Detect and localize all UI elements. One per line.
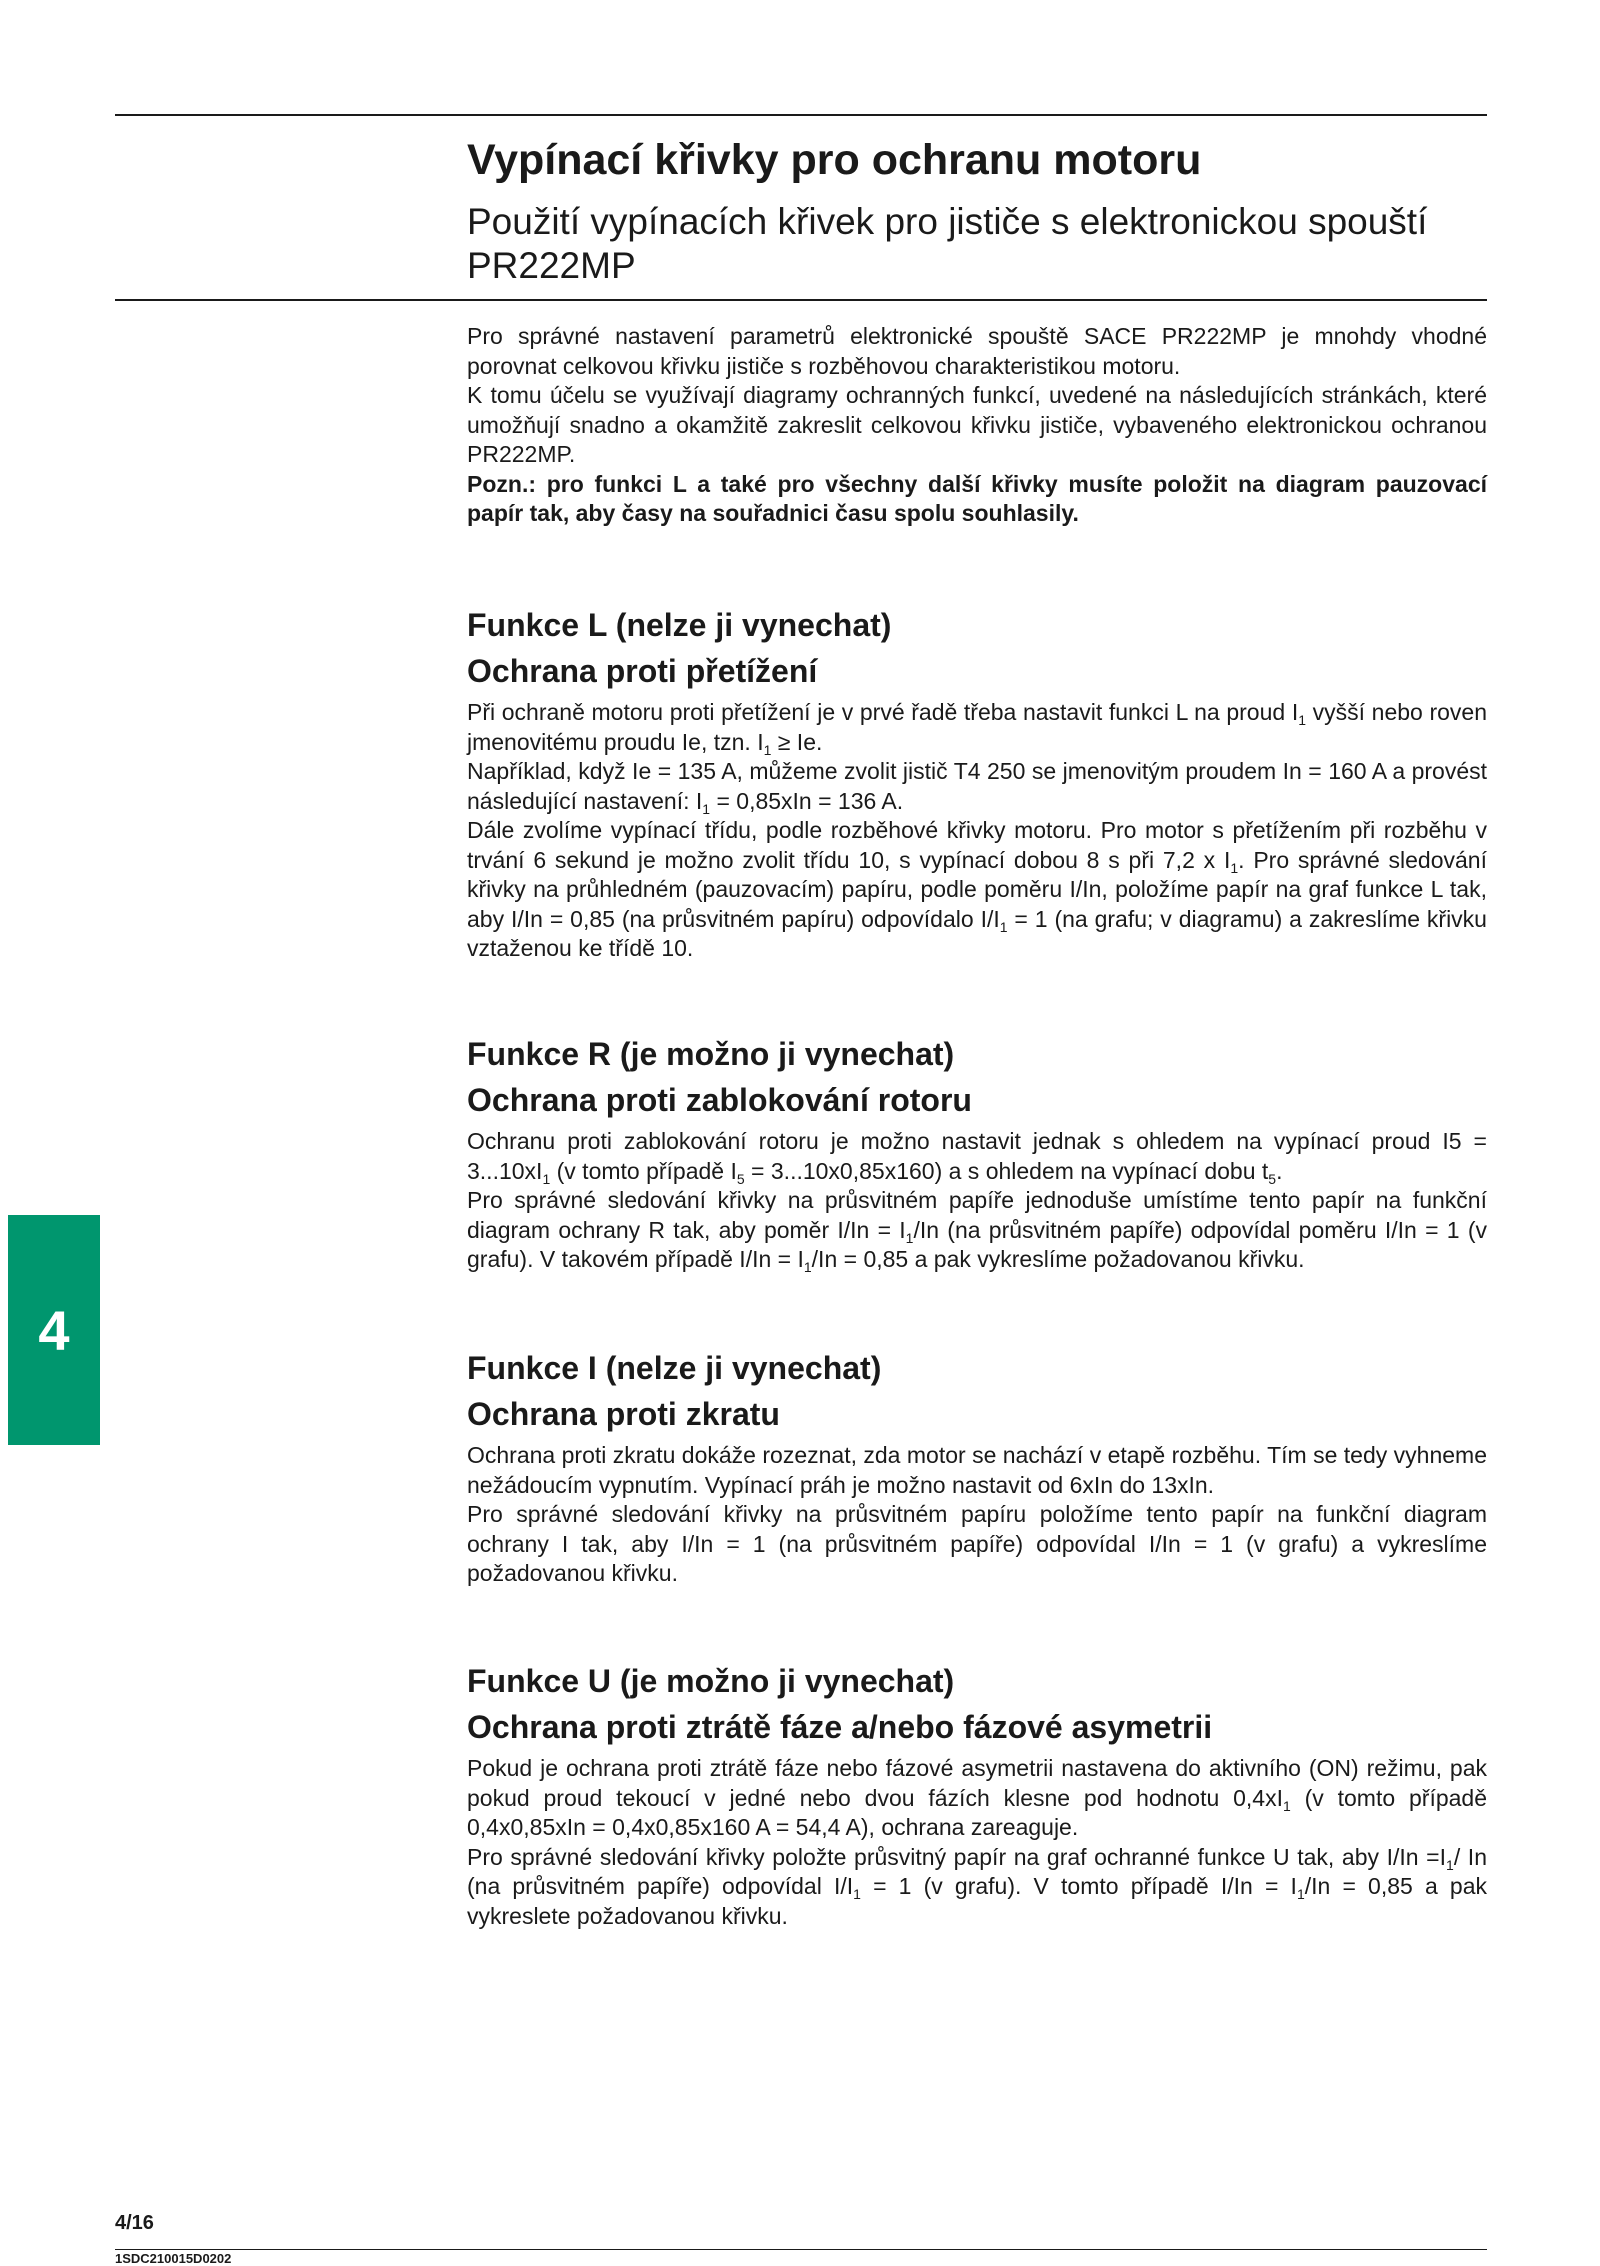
- section-u-subheading: Ochrana proti ztrátě fáze a/nebo fázové asymetrii: [467, 1709, 1213, 1745]
- section-r-subheading: Ochrana proti zablokování rotoru: [467, 1082, 972, 1118]
- page-title: Vypínací křivky pro ochranu motoru: [467, 136, 1202, 184]
- section-r-paragraph-2: Pro správné sledování křivky na průsvitném papíře jednoduše umístíme tento papír na funkční diagram ochrany R tak, aby poměr $I/In = I_1/In$ (na průsvitném papíře) odpovídal poměru I/In = 1 (v grafu). V takovém případě $I/In = I_1/In = 0,85$ a pak vykreslíme požadovanou křivku.: [467, 1187, 1487, 1275]
- document-code: 1SDC210015D0202: [115, 2251, 232, 2266]
- section-u-paragraph-2: Pro správné sledování křivky položte průsvitný papír na graf ochranné funkce U tak, aby $I/In =I_1/$ In (na průsvitném papíře) odpovídal $I/I_1 = 1$ (v grafu). V tomto případě $I/In = I_1/In = 0,85$ a pak vykreslete požadovanou křivku.: [467, 1843, 1487, 1929]
- section-i-paragraph-2: Pro správné sledování křivky na průsvitném papíru položíme tento papír na funkční diagram ochrany I tak, aby I/In = 1 (na průsvitném papíře) odpovídal I/In = 1 (v grafu) a vykreslíme požadovanou křivku.: [467, 1501, 1487, 1586]
- section-i-subheading: Ochrana proti zkratu: [467, 1396, 780, 1432]
- section-i-heading: Funkce I (nelze ji vynechat): [467, 1350, 882, 1386]
- section-l-paragraph-2: Například, když Ie = 135 A, můžeme zvolit jistič T4 250 se jmenovitým proudem In = 160 A a provést následující nastavení: $I_1 = 0,85xIn = 136$ A.: [467, 758, 1487, 817]
- header-top-rule: [115, 114, 1487, 116]
- section-r-paragraph-1: Ochranu proti zablokování rotoru je možno nastavit jednak s ohledem na vypínací proud $I5 = 3...10xI_1$ (v tomto případě $I_5 = 3...10x0,85x160$) a s ohledem na vypínací dobu $t_5$.: [467, 1128, 1487, 1187]
- section-u-paragraph-1: Pokud je ochrana proti ztrátě fáze nebo fázové asymetrii nastavena do aktivního (ON) režimu, pak pokud proud tekoucí v jedné nebo dvou fázích klesne pod hodnotu $0,4xI_1$ (v tomto případě 0,4x0,85xIn = 0,4x0,85x160 A = 54,4 A), ochrana zareaguje.: [467, 1755, 1488, 1840]
- section-l-subheading: Ochrana proti přetížení: [467, 653, 818, 689]
- page-subtitle: Použití vypínacích křivek pro jističe s elektronickou spouští PR222MP: [467, 201, 1428, 286]
- header-bottom-rule: [115, 299, 1487, 301]
- section-r-heading: Funkce R (je možno ji vynechat): [467, 1036, 955, 1072]
- footer-rule: [115, 2249, 1487, 2250]
- intro-note: Pozn.: pro funkci L a také pro všechny další křivky musíte položit na diagram pauzovací papír tak, aby časy na souřadnici času spolu souhlasily.: [467, 470, 1487, 526]
- section-l-paragraph-1: Při ochraně motoru proti přetížení je v prvé řadě třeba nastavit funkci L na proud $I_1$ vyšší nebo roven jmenovitému proudu Ie, tzn. $I_1 \ge Ie$.: [467, 699, 1487, 758]
- section-l-paragraph-3: Dále zvolíme vypínací třídu, podle rozběhové křivky motoru. Pro motor s přetížením při rozběhu v trvání 6 sekund je možno zvolit třídu 10, s vypínací dobou 8 s při 7,2 x $I_1$. Pro správné sledování křivky na průhledném (pauzovacím) papíru, podle poměru I/In, položíme papír na graf funkce L tak, aby I/In = 0,85 (na průsvitném papíru) odpovídalo $I/I_1 = 1$ (na grafu; v diagramu) a zakreslíme křivku vztaženou ke třídě 10.: [467, 817, 1487, 961]
- chapter-tab: [8, 1215, 100, 1445]
- page-number: 4/16: [115, 2212, 154, 2234]
- section-l-heading: Funkce L (nelze ji vynechat): [467, 607, 892, 643]
- section-function-r: [467, 1035, 1487, 1275]
- intro-block: [467, 322, 1487, 529]
- section-function-l: [467, 606, 1487, 964]
- section-i-paragraph-1: Ochrana proti zkratu dokáže rozeznat, zda motor se nachází v etapě rozběhu. Tím se tedy vyhneme nežádoucím vypnutím. Vypínací práh je možno nastavit od 6xIn do 13xIn.: [467, 1442, 1487, 1498]
- section-function-u: [467, 1662, 1487, 1931]
- intro-paragraph-1: Pro správné nastavení parametrů elektronické spouště SACE PR222MP je mnohdy vhodné porovnat celkovou křivku jističe s rozběhovou charakteristikou motoru.: [467, 323, 1487, 379]
- chapter-number: 4: [38, 1298, 70, 1362]
- section-function-i: [467, 1349, 1487, 1589]
- intro-paragraph-2: K tomu účelu se využívají diagramy ochranných funkcí, uvedené na následujících stránkách, které umožňují snadno a okamžitě zakreslit celkovou křivku jističe, vybaveného elektronickou ochranou PR222MP.: [467, 382, 1487, 467]
- section-u-heading: Funkce U (je možno ji vynechat): [467, 1663, 955, 1699]
